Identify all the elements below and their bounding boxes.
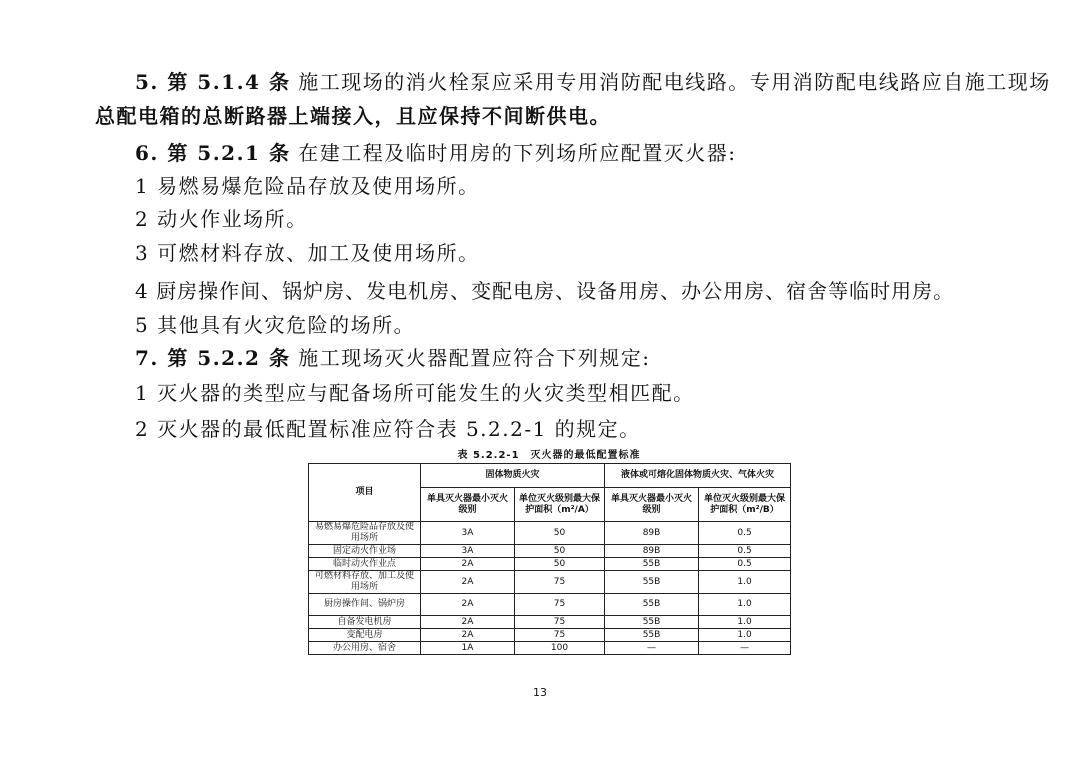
header-max-area-a: 单位灭火级别最大保护面积（m²/A）: [515, 488, 605, 522]
list-item: 4 厨房操作间、锅炉房、发电机房、变配电房、设备用房、办公用房、宿舍等临时用房。: [135, 279, 955, 303]
paragraph-7: [135, 344, 651, 372]
paragraph-5-line-1: [135, 68, 1051, 96]
list-item: 2 动火作业场所。: [135, 207, 308, 231]
header-liquid-fire: 液体或可熔化固体物质火灾、气体火灾: [605, 464, 791, 488]
paragraph-6: [135, 139, 737, 167]
table-row: 厨房操作间、锅炉房 2A 75 55B 1.0: [309, 594, 791, 616]
header-solid-fire: 固体物质火灾: [421, 464, 605, 488]
clause-label: 5. 第 5.1.4 条: [135, 70, 291, 94]
list-item: 1 易燃易爆危险品存放及使用场所。: [135, 174, 480, 198]
config-table: [308, 463, 791, 655]
table-row: 办公用房、宿舍 1A 100 — —: [309, 642, 791, 655]
header-min-rating-a: 单具灭火器最小灭火级别: [421, 488, 515, 522]
list-item: 5 其他具有火灾危险的场所。: [135, 313, 416, 337]
clause-text: 在建工程及临时用房的下列场所应配置灭火器:: [290, 141, 737, 165]
header-max-area-b: 单位灭火级别最大保护面积（m²/B）: [699, 488, 791, 522]
clause-text: 总配电箱的总断路器上端接入，且应保持不间断供电。: [95, 104, 611, 128]
clause-label: 7. 第 5.2.2 条: [135, 346, 291, 370]
list-item: 2 灭火器的最低配置标准应符合表 5.2.2-1 的规定。: [135, 417, 641, 441]
header-min-rating-b: 单具灭火器最小灭火级别: [605, 488, 699, 522]
table-row: 临时动火作业点 2A 50 55B 0.5: [309, 558, 791, 571]
table-row: 变配电房 2A 75 55B 1.0: [309, 629, 791, 642]
clause-text: 施工现场的消火栓泵应采用专用消防配电线路。专用消防配电线路应自施工现场: [290, 70, 1051, 94]
header-item: 项目: [309, 464, 421, 522]
table-row: 易燃易爆危险品存放及使用场所 3A 50 89B 0.5: [309, 522, 791, 545]
clause-label: 6. 第 5.2.1 条: [135, 141, 291, 165]
table-row: 自备发电机房 2A 75 55B 1.0: [309, 616, 791, 629]
list-item: 1 灭火器的类型应与配备场所可能发生的火灾类型相匹配。: [135, 381, 695, 405]
table-header-row: [309, 464, 791, 488]
clause-text: 施工现场灭火器配置应符合下列规定:: [290, 346, 651, 370]
list-item: 3 可燃材料存放、加工及使用场所。: [135, 241, 480, 265]
extinguisher-table: [308, 448, 790, 655]
table-row: 可燃材料存放、加工及使用场所 2A 75 55B 1.0: [309, 571, 791, 594]
table-caption: 表 5.2.2-1 灭火器的最低配置标准: [457, 450, 641, 461]
paragraph-5-line-2: [95, 102, 611, 130]
page-number: 13: [533, 686, 547, 699]
table-row: 固定动火作业场 3A 50 89B 0.5: [309, 545, 791, 558]
